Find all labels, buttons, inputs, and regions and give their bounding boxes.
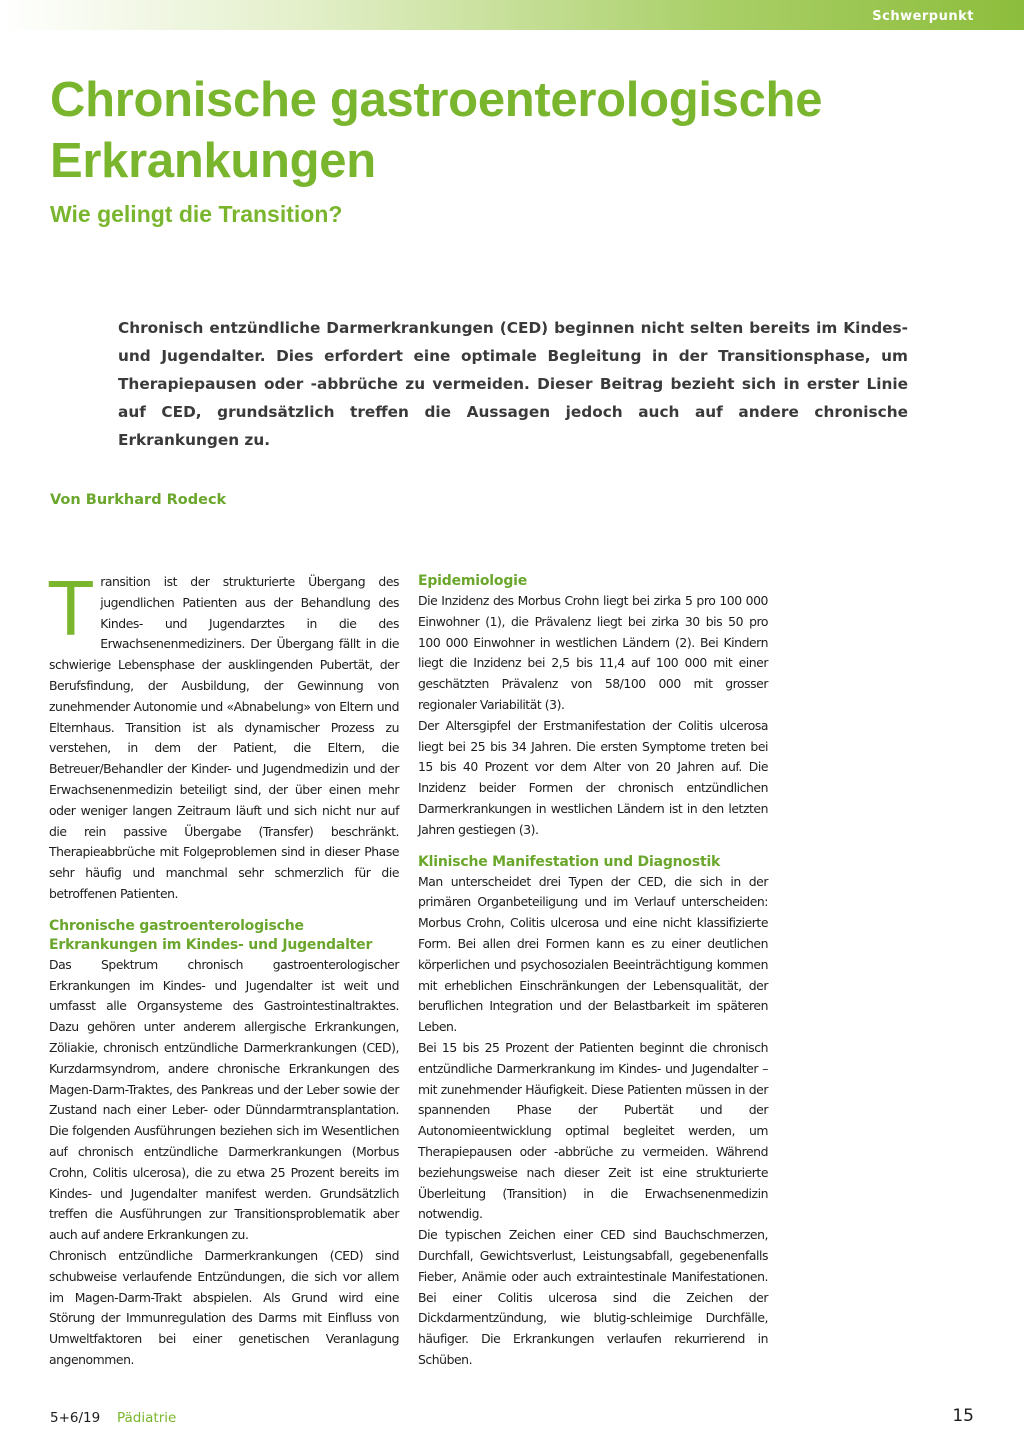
page-number: 15 [952, 1406, 974, 1426]
article-lead: Chronisch entzündliche Darmerkrankungen (CED) beginnen nicht selten bereits im Kindes- und Jugendalter. Dies erfordert eine optimale Begleitung in der Transitionsphase, um Therapiepausen oder -abbrüche zu vermeiden. Dieser Beitrag bezieht sich in erster Linie auf CED, grundsätzlich treffen die Aussagen jedoch auch auf andere chronische Erkrankungen zu. [118, 319, 908, 449]
body-paragraph: Chronisch entzündliche Darmerkrankungen (CED) sind schubweise verlaufende Entzündungen, die sich vor allem im Magen-Darm-Trakt abspielen. Als Grund wird eine Störung der Immunregulation des Darms mit Einfluss von Umweltfaktoren bei einer genetischen Veranlagung angenommen. [49, 1247, 399, 1367]
article-title: Chronische gastroenterologische Erkrankungen [50, 73, 823, 188]
footer-issue: 5+6/19 [50, 1410, 101, 1426]
right-column [418, 572, 768, 1371]
header-band [0, 0, 1024, 30]
footer-journal: Pädiatrie [117, 1410, 177, 1426]
section-label: Schwerpunkt [872, 9, 974, 24]
section-heading-chronic-diseases: Chronische gastroenterologische Erkrankungen im Kindes- und Jugendalter [49, 917, 373, 953]
body-paragraph: Die Inzidenz des Morbus Crohn liegt bei zirka 5 pro 100 000 Einwohner (1), die Prävalenz liegt bei zirka 30 bis 50 pro 100 000 Einwohner in westlichen Ländern (2). Bei Kindern liegt die Inzidenz bei 2,5 bis 11,4 auf 100 000 mit einer geschätzten Prävalenz von 58/100 000 mit grosser regionaler Variabilität (3). [418, 593, 768, 712]
body-paragraph: Die typischen Zeichen einer CED sind Bauchschmerzen, Durchfall, Gewichtsverlust, Leistungsabfall, gegebenenfalls Fieber, Anämie oder auch extraintestinale Manifestationen. Bei einer Colitis ulcerosa sind die Zeichen der Dickdarmentzündung, wie blutig-schleimige Durchfälle, häufiger. Die Erkrankungen verlaufen rekurrierend in Schüben. [418, 1227, 768, 1367]
intro-paragraph [47, 564, 399, 905]
dropcap: T [47, 564, 95, 652]
body-paragraph: Das Spektrum chronisch gastroenterologischer Erkrankungen im Kindes- und Jugendalter ist weit und umfasst alle Organsysteme des Gastrointestinaltraktes. Dazu gehören unter anderem allergische Erkrankungen, Zöliakie, chronisch entzündliche Darmerkrankungen (CED), Kurzdarmsyndrom, andere chronische Erkrankungen des Magen-Darm-Traktes, des Pankreas und der Leber sowie der Zustand nach einer Leber- oder Dünndarmtransplantation. Die folgenden Ausführungen beziehen sich im Wesentlichen auf chronisch entzündliche Darmerkrankungen (Morbus Crohn, Colitis ulcerosa), die zu etwa 25 Prozent bereits im Kindes- und Jugendalter manifest werden. Grundsätzlich treffen die Ausführungen zur Transitionsproblematik aber auch auf andere Erkrankungen zu. [49, 956, 399, 1243]
left-column [47, 564, 399, 1371]
body-paragraph: Bei 15 bis 25 Prozent der Patienten beginnt die chronisch entzündliche Darmerkrankung im Kindes- und Jugendalter – mit zunehmender Häufigkeit. Diese Patienten müssen in der spannenden Phase der Pubertät und der Autonomieentwicklung optimal begleitet werden, um Therapiepausen oder -abbrüche zu vermeiden. Während beziehungsweise nach dieser Zeit ist eine strukturierte Überleitung (Transition) in die Erwachsenenmedizin notwendig. [418, 1039, 768, 1222]
body-paragraph: Der Altersgipfel der Erstmanifestation der Colitis ulcerosa liegt bei 25 bis 34 Jahren. Die ersten Symptome treten bei 15 bis 40 Prozent vor dem Alter von 20 Jahren auf. Die Inzidenz beider Formen der chronisch entzündlichen Darmerkrankungen in westlichen Ländern ist in den letzten Jahren gestiegen (3). [418, 717, 768, 837]
article-subtitle: Wie gelingt die Transition? [50, 201, 343, 227]
section-heading-epidemiology: Epidemiologie [418, 573, 528, 589]
intro-text: ransition ist der strukturierte Übergang des jugendlichen Patienten aus der Behandlung des Kindes- und Jugendarztes in die des Erwachsenenmediziners. Der Übergang fällt in die schwierige Lebensphase der ausklingenden Pubertät, der Berufsfindung, der Ausbildung, der Gewinnung von zunehmender Autonomie und «Abnabelung» von Eltern und Elternhaus. Transition ist als dynamischer Prozess zu verstehen, in dem der Patient, die Eltern, die Betreuer/Behandler der Kinder- und Jugendmedizin und der Erwachsenenmedizin beteiligt sind, der über einen mehr oder weniger langen Zeitraum läuft und sich nicht nur auf die rein passive Übergabe (Transfer) beschränkt. Therapieabbrüche mit Folgeproblemen sind in dieser Phase sehr häufig und manchmal sehr schmerzlich für die betroffenen Patienten. [49, 574, 399, 901]
article-author: Von Burkhard Rodeck [50, 492, 227, 508]
body-paragraph: Man unterscheidet drei Typen der CED, die sich in der primären Organbeteiligung und im Verlauf unterscheiden: Morbus Crohn, Colitis ulcerosa und eine nicht klassifizierte Form. Bei allen drei Formen kann es zu einer deutlichen körperlichen und psychosozialen Beeinträchtigung kommen mit erheblichen Einschränkungen der Lebensqualität, der beruflichen Integration und der Belastbarkeit im späteren Leben. [418, 873, 768, 1035]
section-heading-clinical: Klinische Manifestation und Diagnostik [418, 853, 721, 870]
